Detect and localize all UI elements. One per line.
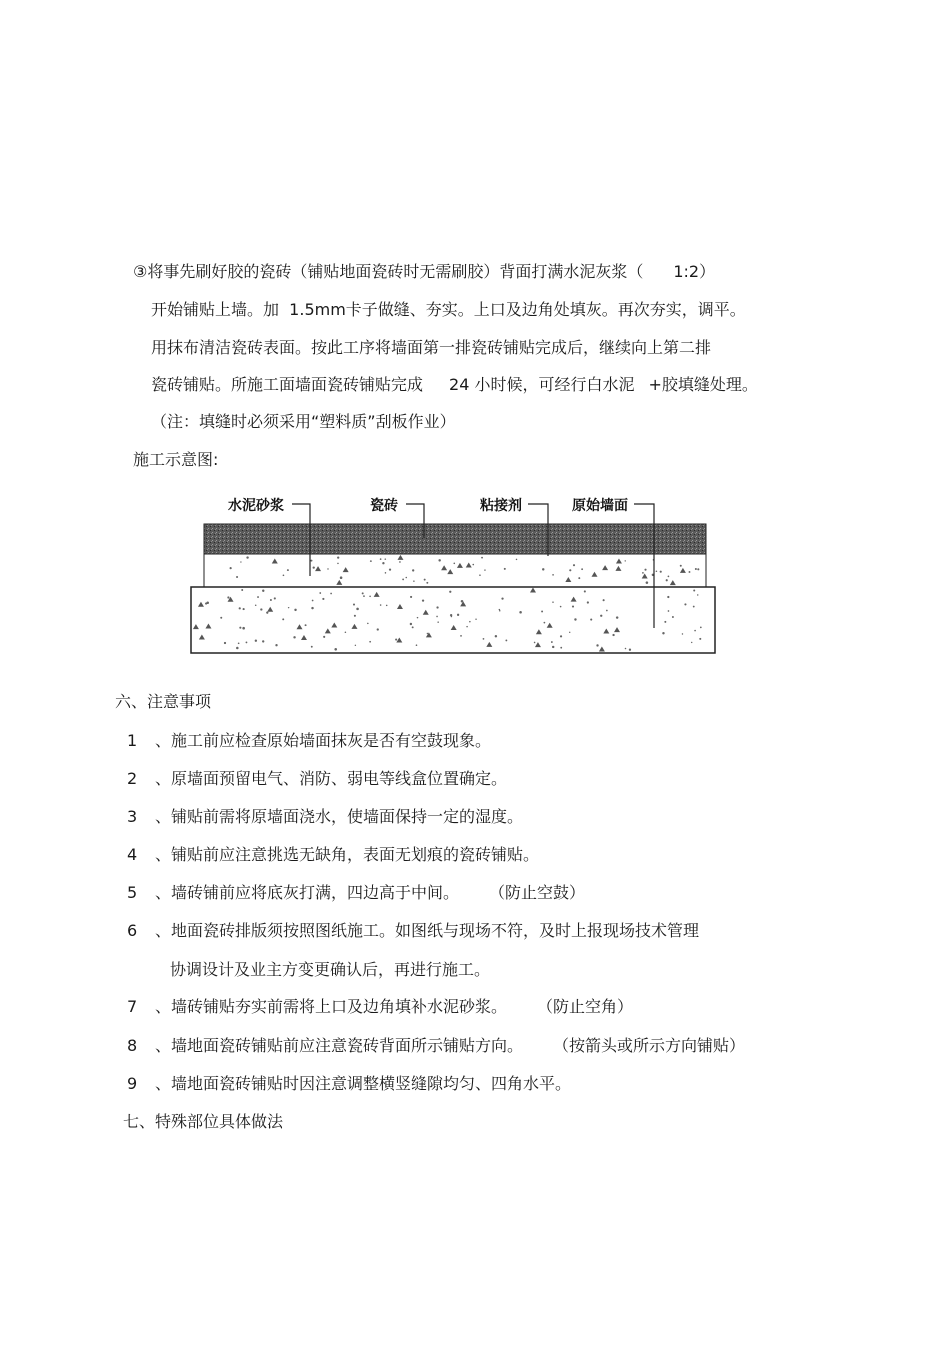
- item-text: 、墙地面瓷砖铺贴时因注意调整横竖缝隙均匀、四角水平。: [155, 1074, 572, 1093]
- paragraph-text: 瓷砖铺贴。所施工面墙面瓷砖铺贴完成: [151, 375, 424, 394]
- item-number: 3: [127, 807, 138, 826]
- item-text: 、铺贴前需将原墙面浇水，使墙面保持一定的湿度。: [155, 807, 524, 826]
- item-number: 4: [127, 845, 138, 864]
- original-wall-layer: [191, 587, 715, 653]
- item-number: 8: [127, 1036, 138, 1055]
- mix-ratio: 1:2: [673, 262, 700, 281]
- list-item-continuation: 协调设计及业主方变更确认后，再进行施工。: [170, 960, 491, 979]
- paragraph-line-4: [151, 375, 758, 395]
- list-item: [127, 807, 523, 827]
- item-text: 、施工前应检查原始墙面抹灰是否有空鼓现象。: [155, 731, 492, 750]
- list-item: [127, 769, 507, 789]
- item-number: 7: [127, 997, 138, 1016]
- diagram-label-original-wall: 原始墙面: [572, 498, 628, 514]
- paragraph-text: 24 小时候，可经行白水泥: [449, 375, 635, 394]
- paragraph-text: ）: [699, 262, 716, 281]
- item-note: （防止空鼓）: [489, 883, 586, 902]
- item-text: 、墙地面瓷砖铺贴前应注意瓷砖背面所示铺贴方向。: [155, 1036, 524, 1055]
- construction-diagram: [188, 488, 718, 660]
- item-note: （按箭头或所示方向铺贴）: [553, 1036, 746, 1055]
- list-item: [127, 731, 491, 751]
- list-item: [127, 845, 539, 865]
- item-text: 、墙砖铺前应将底灰打满，四边高于中间。: [155, 883, 460, 902]
- paragraph-text: +胶填缝处理。: [648, 375, 758, 394]
- paragraph-text: ③将事先刷好胶的瓷砖（铺贴地面瓷砖时无需刷胶）背面打满水泥灰浆（: [133, 262, 644, 281]
- paragraph-line-3: 用抹布清洁瓷砖表面。按此工序将墙面第一排瓷砖铺贴完成后，继续向上第二排: [151, 338, 712, 357]
- item-note: （防止空角）: [537, 997, 634, 1016]
- tile-layer: [204, 524, 706, 554]
- paragraph-line-1: [133, 262, 715, 282]
- diagram-caption: 施工示意图:: [133, 450, 219, 469]
- item-text: 、地面瓷砖排版须按照图纸施工。如图纸与现场不符，及时上报现场技术管理: [155, 921, 700, 940]
- list-item: [127, 1036, 745, 1056]
- list-item: [127, 921, 699, 941]
- list-item: [127, 1074, 571, 1094]
- item-number: 9: [127, 1074, 138, 1093]
- section-7-heading: 七、特殊部位具体做法: [123, 1112, 284, 1131]
- paragraph-note: （注：填缝时必须采用“塑料质”刮板作业）: [151, 412, 456, 431]
- item-number: 2: [127, 769, 138, 788]
- mortar-layer: [204, 554, 706, 587]
- diagram-label-adhesive: 粘接剂: [480, 498, 522, 514]
- diagram-label-tile: 瓷砖: [370, 498, 398, 514]
- item-number: 6: [127, 921, 138, 940]
- item-number: 5: [127, 883, 138, 902]
- diagram-label-mortar: 水泥砂浆: [228, 498, 284, 514]
- item-text: 、铺贴前应注意挑选无缺角，表面无划痕的瓷砖铺贴。: [155, 845, 540, 864]
- item-number: 1: [127, 731, 138, 750]
- paragraph-line-2: 开始铺贴上墙。加 1.5mm卡子做缝、夯实。上口及边角处填灰。再次夯实，调平。: [151, 300, 746, 319]
- item-text: 、原墙面预留电气、消防、弱电等线盒位置确定。: [155, 769, 508, 788]
- section-6-heading: 六、注意事项: [115, 692, 212, 711]
- list-item: [127, 883, 585, 903]
- item-text: 、墙砖铺贴夯实前需将上口及边角填补水泥砂浆。: [155, 997, 508, 1016]
- list-item: [127, 997, 633, 1017]
